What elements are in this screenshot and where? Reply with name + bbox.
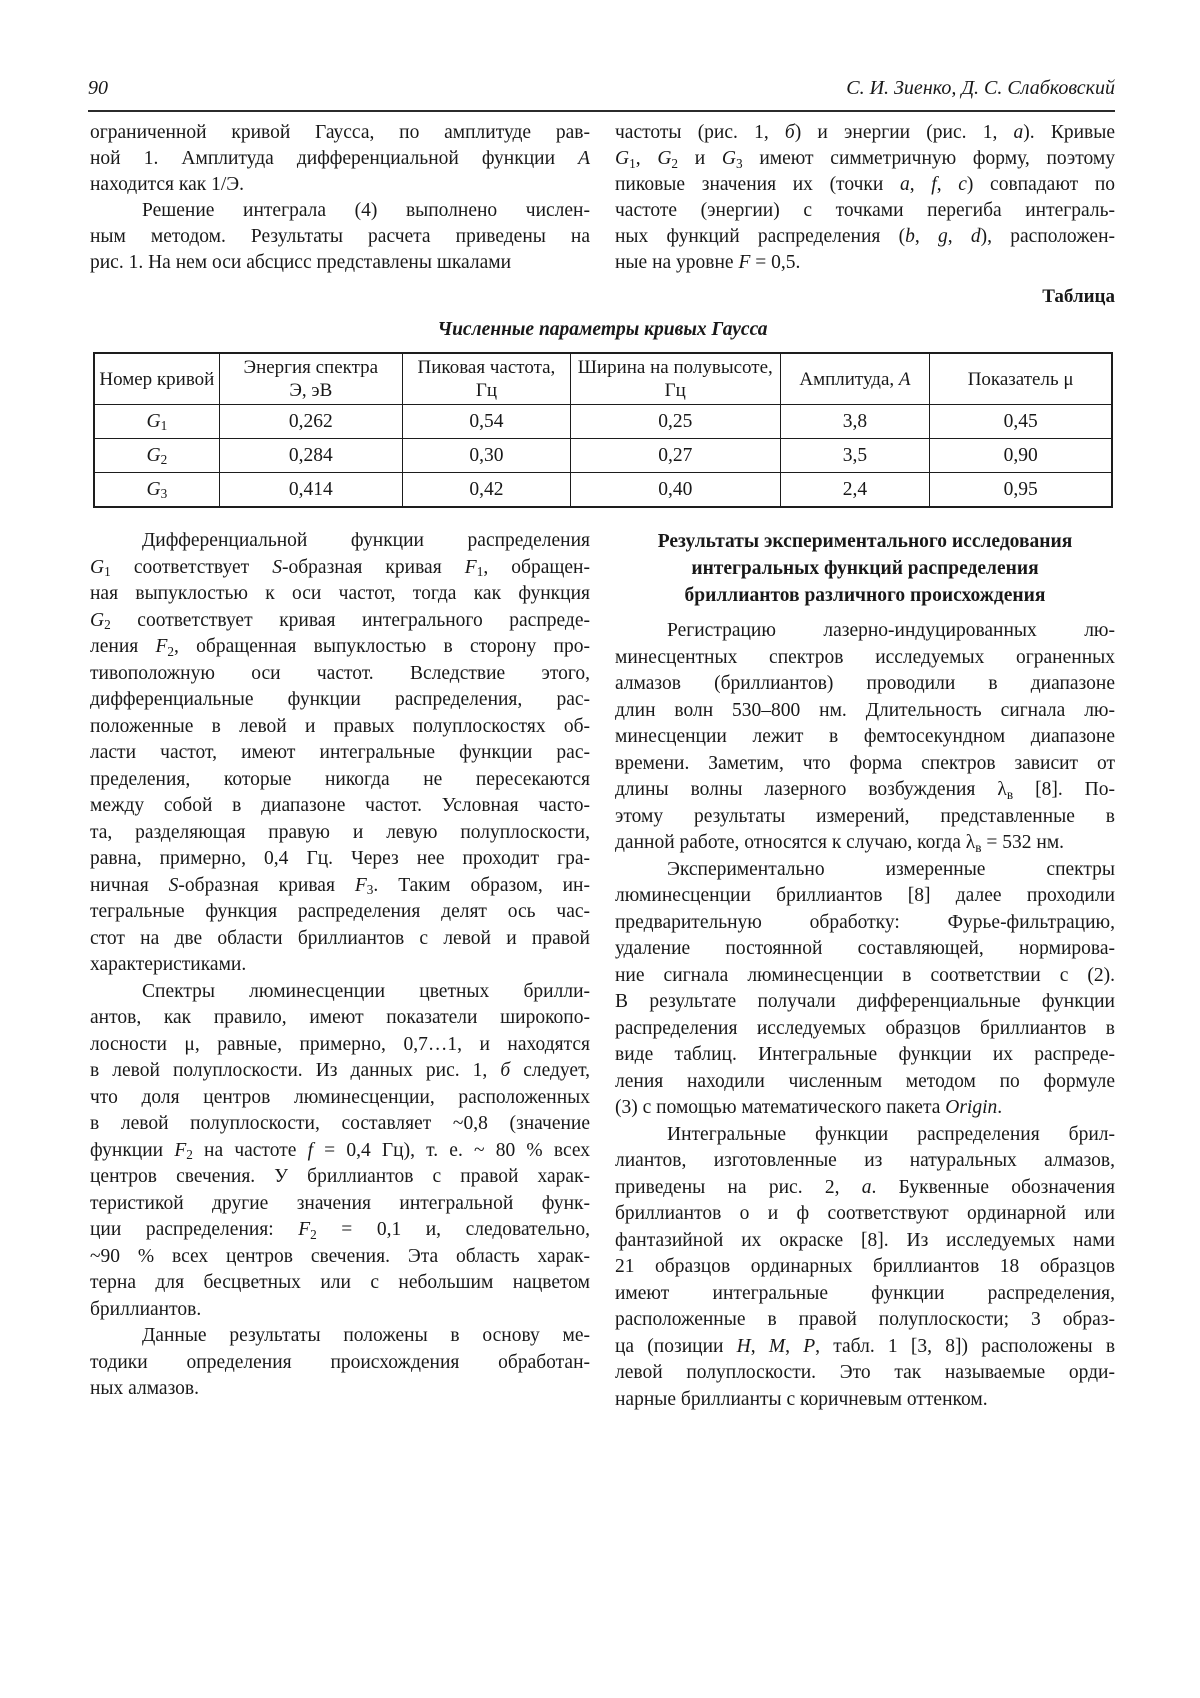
table-cell: 0,42 <box>402 473 570 508</box>
table-cell: 0,262 <box>219 405 402 439</box>
text-line: Интегральные функции распределения брил- <box>667 1123 1115 1145</box>
text-line: ных функций распределения (b, g, d), расположен- <box>615 226 1115 247</box>
text-line: люминесценции бриллиантов [8] далее проходили <box>615 885 1115 906</box>
text-line: находится как 1/Э. <box>90 174 245 195</box>
table-cell: 0,30 <box>402 439 570 473</box>
text-line: лиантов, изготовленные из натуральных алмазов, <box>615 1150 1115 1171</box>
body-right-paragraphs <box>615 618 1115 1413</box>
intro-right-column <box>615 120 1115 276</box>
text-line: алмазов (бриллиантов) проводили в диапазоне <box>615 673 1115 694</box>
table-header-cell: Номер кривой <box>94 353 219 405</box>
section-heading <box>615 528 1115 609</box>
table-header-row <box>94 353 1112 405</box>
table-cell: $G_3$ <box>94 473 219 508</box>
table-cell: 0,284 <box>219 439 402 473</box>
page-header <box>88 76 1115 112</box>
table-cell: 0,40 <box>570 473 780 508</box>
text-line: частоты (рис. 1, б) и энергии (рис. 1, а). Кривые <box>615 122 1115 143</box>
text-line: ления $F_2$, обращенная выпуклостью в сторону про- <box>90 636 590 659</box>
text-line: Спектры люминесценции цветных брилли- <box>142 980 590 1002</box>
text-line: фантазийной их окраске [8]. Из исследуемых нами <box>615 1229 1115 1251</box>
text-line: ной 1. Амплитуда дифференциальной функции A <box>90 148 590 169</box>
table-header-cell: Показатель μ <box>930 353 1112 405</box>
table-header-cell: Ширина на полувысоте, Гц <box>570 353 780 405</box>
text-line: ных алмазов. <box>90 1378 200 1399</box>
text-line: Решение интеграла (4) выполнено числен- <box>142 200 590 221</box>
text-line: расположенные в правой полуплоскости; 3 образ- <box>615 1309 1115 1330</box>
text-line: данной работе, относятся к случаю, когда $\lambda_в = 532$ нм. <box>615 832 1065 855</box>
table-header-cell: Энергия спектра Э, эВ <box>219 353 402 405</box>
text-line: ца (позиции H, M, P, табл. 1 [3, 8]) расположены в <box>615 1335 1116 1357</box>
text-line: тивоположную оси частот. Вследствие этого, <box>90 662 590 684</box>
text-line: виде таблиц. Интегральные функции их распреде- <box>615 1044 1115 1065</box>
text-line: лосности μ, равные, примерно, 0,7…1, и находятся <box>90 1033 590 1055</box>
text-line: приведены на рис. 2, а. Буквенные обозначения <box>615 1176 1115 1198</box>
table-cell: 0,90 <box>930 439 1112 473</box>
table-cell: $G_2$ <box>94 439 219 473</box>
text-line: $G_2$ соответствует кривая интегрального распреде- <box>90 609 590 633</box>
text-line: ные на уровне F = 0,5. <box>615 252 801 273</box>
text-line: тегральные функция распределения делят ось час- <box>90 901 590 922</box>
text-line: ние сигнала люминесценции в соответствии с (2). <box>615 964 1115 986</box>
text-line: центров свечения. У бриллиантов с правой харак- <box>90 1166 590 1187</box>
text-line: этому результаты измерений, представленные в <box>615 805 1115 827</box>
table-cell: $G_1$ <box>94 405 219 439</box>
text-line: $G_1$, $G_2$ и $G_3$ имеют симметричную форму, поэтому <box>615 148 1116 171</box>
table-cell: 0,414 <box>219 473 402 508</box>
text-line: минесцентных спектров исследуемых ограненных <box>615 646 1115 668</box>
page-authors: С. И. Зиенко, Д. С. Слабковский <box>846 77 1115 99</box>
text-line: распределения исследуемых образцов бриллиантов в <box>615 1017 1115 1039</box>
text-line: нарные бриллианты с коричневым оттенком. <box>615 1388 988 1410</box>
text-line: В результате получали дифференциальные функции <box>615 991 1115 1012</box>
text-line: Регистрацию лазерно-индуцированных лю- <box>667 620 1115 641</box>
text-line: длин волн 530–800 нм. Длительность сигнала лю- <box>615 699 1115 721</box>
text-line: антов, как правило, имеют показатели широкопо- <box>90 1007 590 1028</box>
text-line: дифференциальные функции распределения, рас- <box>90 689 590 710</box>
text-line: ная выпуклостью к оси частот, тогда как функция <box>90 583 590 604</box>
text-line: минесценции лежит в фемтосекундном диапазоне <box>615 726 1115 747</box>
text-line: между собой в диапазоне частот. Условная часто- <box>90 795 590 816</box>
text-line: ограниченной кривой Гаусса, по амплитуде рав- <box>90 122 590 143</box>
gauss-parameters-table <box>93 352 1113 508</box>
table-cell: 3,8 <box>780 405 930 439</box>
text-line: та, разделяющая правую и левую полуплоскости, <box>90 821 590 843</box>
table-row <box>94 439 1112 473</box>
text-line: длины волны лазерного возбуждения $\lambda_в$ [8]. По- <box>615 779 1115 802</box>
table-row <box>94 405 1112 439</box>
text-line: положенные в левой и правых полуплоскостях об- <box>90 715 590 737</box>
text-line: предварительную обработку: Фурье-фильтрацию, <box>615 911 1115 933</box>
heading-line: бриллиантов различного происхождения <box>684 585 1046 606</box>
heading-line: Результаты экспериментального исследования <box>657 531 1073 552</box>
body-left-column <box>90 528 590 1403</box>
text-line: бриллиантов. <box>90 1298 202 1320</box>
table-header-cell: Амплитуда, A <box>780 353 930 405</box>
text-line: стот на две области бриллиантов с левой и правой <box>90 927 590 949</box>
text-line: (3) с помощью математического пакета Origin. <box>615 1097 1003 1118</box>
text-line: ~90 % всех центров свечения. Эта область харак- <box>90 1245 590 1267</box>
text-line: характеристиками. <box>90 954 247 975</box>
text-line: частоте (энергии) с точками перегиба интеграль- <box>615 200 1115 221</box>
text-line: пределения, которые никогда не пересекаются <box>90 768 590 790</box>
table-header-cell: Пиковая частота, Гц <box>402 353 570 405</box>
text-line: времени. Заметим, что форма спектров зависит от <box>615 752 1115 774</box>
page-number: 90 <box>88 77 108 99</box>
table-cell: 0,54 <box>402 405 570 439</box>
text-line: в левой полуплоскости, составляет ~0,8 (значение <box>90 1113 590 1134</box>
body-right-column <box>615 528 1115 1413</box>
table-cell: 0,27 <box>570 439 780 473</box>
table-cell: 2,4 <box>780 473 930 508</box>
text-line: теристикой другие значения интегральной функ- <box>90 1192 590 1214</box>
text-line: бриллиантов о и ф соответствуют ординарной или <box>615 1203 1115 1224</box>
table-cell: 0,45 <box>930 405 1112 439</box>
text-line: что доля центров люминесценции, расположенных <box>90 1086 590 1108</box>
text-line: Экспериментально измеренные спектры <box>667 858 1115 880</box>
text-line: равна, примерно, 0,4 Гц. Через нее проходит гра- <box>90 848 590 869</box>
text-line: рис. 1. На нем оси абсцисс представлены шкалами <box>90 252 512 273</box>
table-row <box>94 473 1112 508</box>
table-label: Таблица <box>1042 286 1115 307</box>
text-line: ления находили численным методом по формуле <box>615 1070 1115 1092</box>
text-line: $G_1$ соответствует S-образная кривая $F_1$, обращен- <box>90 556 590 580</box>
text-line: Дифференциальной функции распределения <box>142 530 590 551</box>
text-line: тодики определения происхождения обработан- <box>90 1351 590 1373</box>
heading-line: интегральных функций распределения <box>691 558 1039 579</box>
text-line: ции распределения: $F_2 = 0,1$ и, следовательно, <box>90 1219 590 1242</box>
text-line: пиковые значения их (точки a, f, c) совпадают по <box>615 174 1116 195</box>
text-line: имеют интегральные функции распределения, <box>615 1282 1115 1304</box>
text-line: левой полуплоскости. Это так называемые орди- <box>615 1362 1115 1383</box>
table-caption: Численные параметры кривых Гаусса <box>437 319 768 340</box>
text-line: ным методом. Результаты расчета приведены на <box>90 226 590 247</box>
text-line: Данные результаты положены в основу ме- <box>142 1325 590 1346</box>
text-line: ласти частот, имеют интегральные функции рас- <box>90 742 590 763</box>
text-line: удаление постоянной составляющей, нормирова- <box>615 938 1115 959</box>
text-line: 21 образцов ординарных бриллиантов 18 образцов <box>615 1256 1115 1277</box>
text-line: функции $F_2$ на частоте f = 0,4 Гц), т. е. ~ 80 % всех <box>90 1139 590 1163</box>
text-line: терна для бесцветных или с небольшим нацветом <box>90 1272 590 1293</box>
table-cell: 0,95 <box>930 473 1112 508</box>
table-cell: 3,5 <box>780 439 930 473</box>
text-line: в левой полуплоскости. Из данных рис. 1, б следует, <box>90 1060 590 1081</box>
intro-left-column <box>90 120 590 276</box>
text-line: ничная S-образная кривая $F_3$. Таким образом, ин- <box>90 874 590 898</box>
table-cell: 0,25 <box>570 405 780 439</box>
